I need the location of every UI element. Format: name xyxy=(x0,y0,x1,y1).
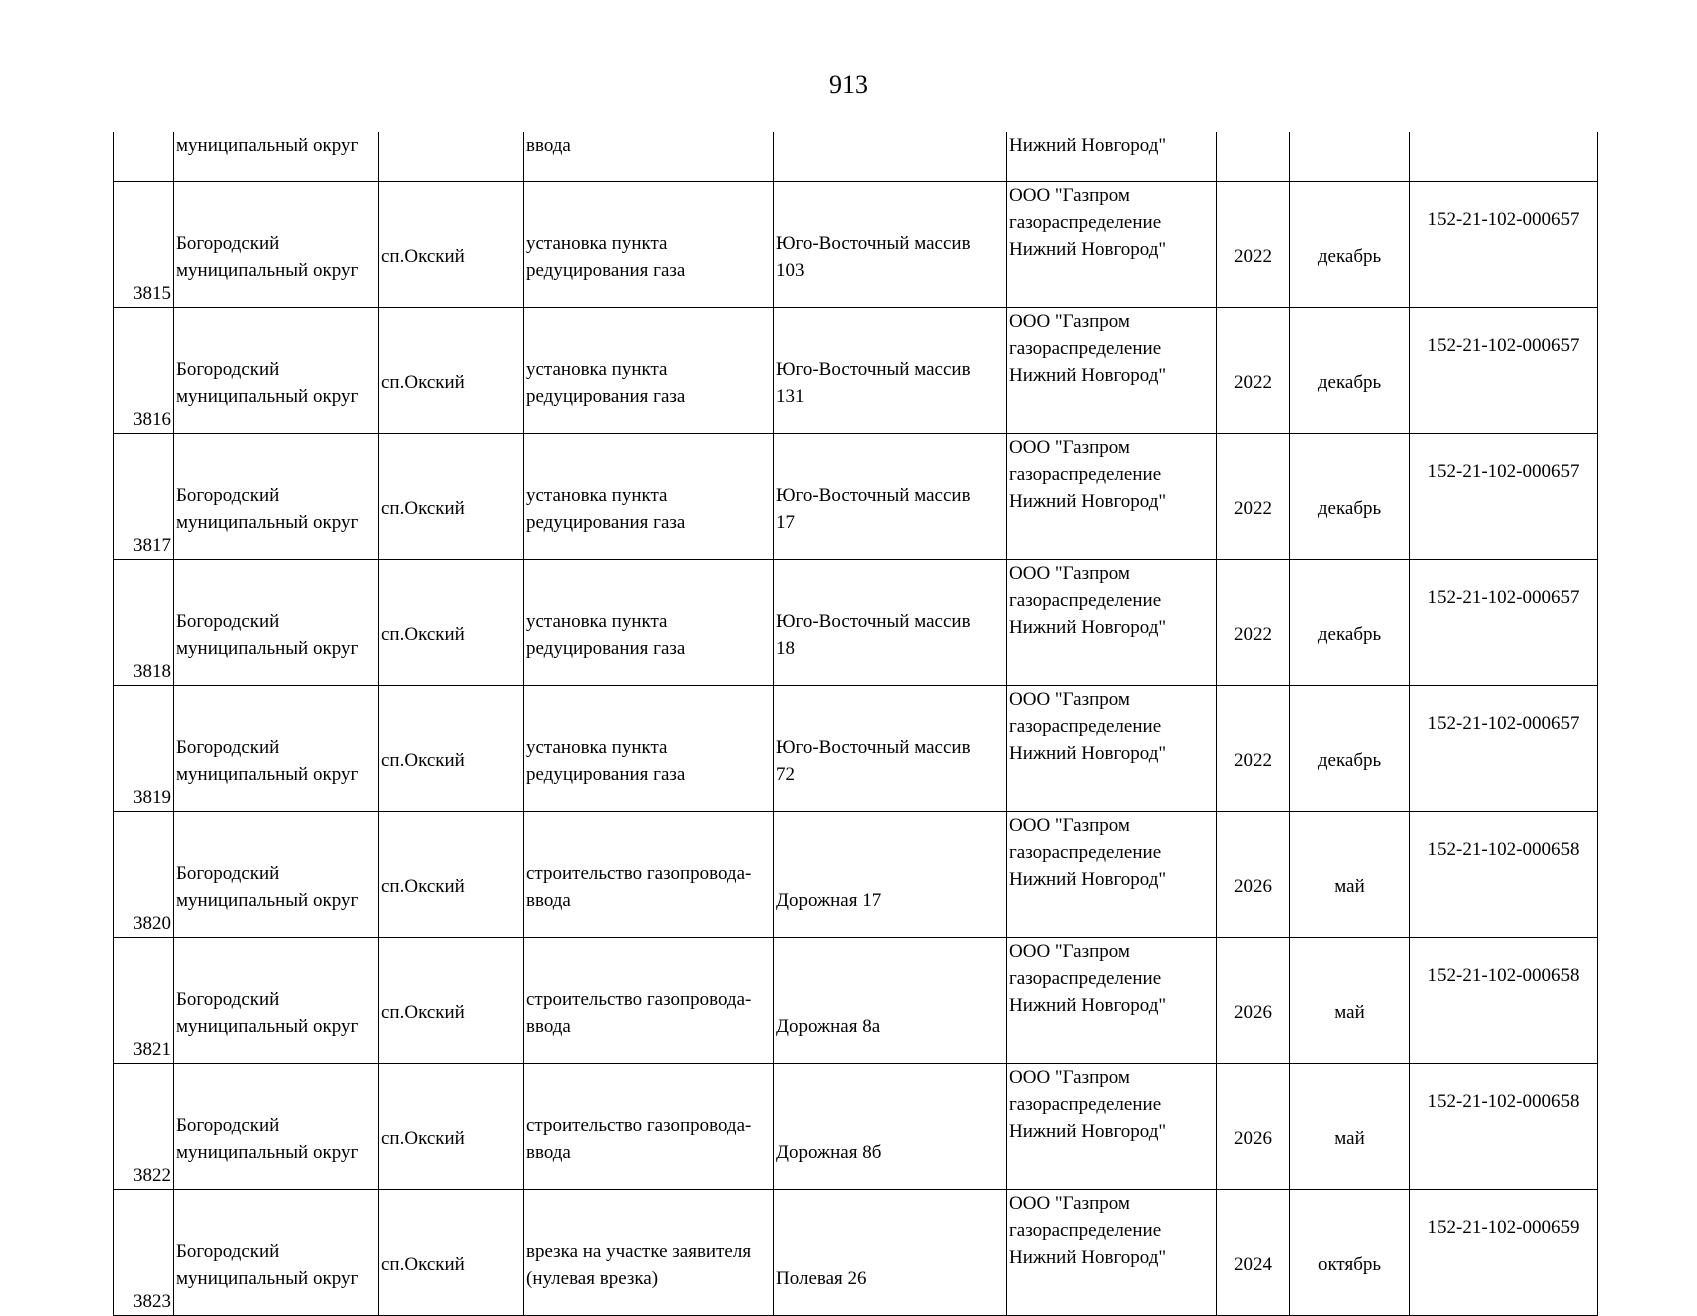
cell-organization xyxy=(1007,182,1217,308)
district-line: Богородский xyxy=(176,484,280,506)
cell-settlement: сп.Окский xyxy=(379,938,524,1064)
table-row xyxy=(114,686,1598,812)
address-line: Юго-Восточный массив xyxy=(776,358,971,380)
cell-address xyxy=(774,938,1007,1064)
cell-organization xyxy=(1007,686,1217,812)
address-line: Юго-Восточный массив xyxy=(776,484,971,506)
work-line: строительство газопровода- xyxy=(526,1114,752,1136)
work-line: установка пункта xyxy=(526,358,668,380)
cell-year: 2022 xyxy=(1217,686,1290,812)
cell-month: декабрь xyxy=(1290,182,1410,308)
district-line: муниципальный округ xyxy=(176,889,359,911)
cell-month: октябрь xyxy=(1290,1190,1410,1316)
organization-line: Нижний Новгород" xyxy=(1009,995,1167,1016)
cell-organization xyxy=(1007,812,1217,938)
cell-code: 152-21-102-000657 xyxy=(1410,686,1598,812)
work-line: строительство газопровода- xyxy=(526,988,752,1010)
cell-number: 3822 xyxy=(114,1064,174,1190)
cell-work-type xyxy=(524,132,774,182)
organization-line: ООО "Газпром xyxy=(1009,185,1130,206)
cell-work-type xyxy=(524,560,774,686)
organization-line: Нижний Новгород" xyxy=(1009,743,1167,764)
organization-line: газораспределение xyxy=(1009,212,1162,233)
cell-settlement: сп.Окский xyxy=(379,686,524,812)
organization-line: газораспределение xyxy=(1009,842,1162,863)
address-line: Юго-Восточный массив xyxy=(776,610,971,632)
district-line: Богородский xyxy=(176,610,280,632)
cell-year: 2022 xyxy=(1217,308,1290,434)
cell-year: 2022 xyxy=(1217,182,1290,308)
cell-year xyxy=(1217,132,1290,182)
organization-line: ООО "Газпром xyxy=(1009,1193,1130,1214)
work-line: редуцирования газа xyxy=(526,385,686,407)
cell-year: 2026 xyxy=(1217,1064,1290,1190)
address-line: 72 xyxy=(776,763,795,785)
cell-settlement xyxy=(379,132,524,182)
address-line: 17 xyxy=(776,511,795,533)
cell-work-type xyxy=(524,308,774,434)
cell-district xyxy=(174,308,379,434)
organization-line: газораспределение xyxy=(1009,716,1162,737)
cell-address xyxy=(774,560,1007,686)
cell-month xyxy=(1290,132,1410,182)
cell-work-type xyxy=(524,434,774,560)
district-line: муниципальный округ xyxy=(176,511,359,533)
cell-work-type xyxy=(524,812,774,938)
organization-line: газораспределение xyxy=(1009,464,1162,485)
organization-line: ООО "Газпром xyxy=(1009,1067,1130,1088)
cell-settlement: сп.Окский xyxy=(379,308,524,434)
cell-code: 152-21-102-000658 xyxy=(1410,812,1598,938)
organization-line: Нижний Новгород" xyxy=(1009,1121,1167,1142)
organization-line: ООО "Газпром xyxy=(1009,311,1130,332)
work-text: ввода xyxy=(526,135,571,156)
district-line: Богородский xyxy=(176,988,280,1010)
district-line: муниципальный округ xyxy=(176,1267,359,1289)
cell-month: май xyxy=(1290,812,1410,938)
cell-code: 152-21-102-000657 xyxy=(1410,434,1598,560)
address-line: 18 xyxy=(776,637,795,659)
cell-code: 152-21-102-000657 xyxy=(1410,182,1598,308)
work-line: установка пункта xyxy=(526,484,668,506)
cell-code: 152-21-102-000659 xyxy=(1410,1190,1598,1316)
cell-month: май xyxy=(1290,938,1410,1064)
work-line: ввода xyxy=(526,1015,571,1037)
cell-work-type xyxy=(524,1190,774,1316)
organization-line: Нижний Новгород" xyxy=(1009,617,1167,638)
organization-text: Нижний Новгород" xyxy=(1009,135,1167,156)
gas-works-table xyxy=(113,132,1598,1316)
table-row xyxy=(114,434,1598,560)
address-line: Дорожная 17 xyxy=(776,889,882,911)
cell-year: 2026 xyxy=(1217,938,1290,1064)
organization-line: ООО "Газпром xyxy=(1009,563,1130,584)
work-line: редуцирования газа xyxy=(526,763,686,785)
cell-district xyxy=(174,686,379,812)
district-line: муниципальный округ xyxy=(176,1015,359,1037)
cell-number: 3819 xyxy=(114,686,174,812)
district-line: Богородский xyxy=(176,232,280,254)
work-line: редуцирования газа xyxy=(526,511,686,533)
district-line: Богородский xyxy=(176,1240,280,1262)
cell-number xyxy=(114,132,174,182)
cell-year: 2026 xyxy=(1217,812,1290,938)
organization-line: газораспределение xyxy=(1009,1094,1162,1115)
cell-year: 2022 xyxy=(1217,560,1290,686)
cell-month: декабрь xyxy=(1290,560,1410,686)
address-line: Полевая 26 xyxy=(776,1267,867,1289)
cell-district xyxy=(174,560,379,686)
district-line: муниципальный округ xyxy=(176,763,359,785)
table-row xyxy=(114,560,1598,686)
organization-line: Нижний Новгород" xyxy=(1009,239,1167,260)
cell-address xyxy=(774,182,1007,308)
cell-district xyxy=(174,1190,379,1316)
district-line: Богородский xyxy=(176,862,280,884)
cell-district xyxy=(174,434,379,560)
cell-address xyxy=(774,434,1007,560)
cell-organization xyxy=(1007,132,1217,182)
table-row xyxy=(114,812,1598,938)
cell-settlement: сп.Окский xyxy=(379,182,524,308)
address-line: Юго-Восточный массив xyxy=(776,736,971,758)
work-line: (нулевая врезка) xyxy=(526,1267,659,1289)
organization-line: ООО "Газпром xyxy=(1009,941,1130,962)
cell-organization xyxy=(1007,560,1217,686)
cell-number: 3818 xyxy=(114,560,174,686)
organization-line: ООО "Газпром xyxy=(1009,689,1130,710)
cell-code: 152-21-102-000657 xyxy=(1410,308,1598,434)
cell-work-type xyxy=(524,686,774,812)
organization-line: Нижний Новгород" xyxy=(1009,491,1167,512)
cell-settlement: сп.Окский xyxy=(379,1190,524,1316)
cell-settlement: сп.Окский xyxy=(379,1064,524,1190)
work-line: строительство газопровода- xyxy=(526,862,752,884)
cell-address xyxy=(774,686,1007,812)
cell-year: 2022 xyxy=(1217,434,1290,560)
table-body xyxy=(114,132,1598,1316)
cell-organization xyxy=(1007,308,1217,434)
address-line xyxy=(776,860,1004,887)
cell-year: 2024 xyxy=(1217,1190,1290,1316)
cell-code: 152-21-102-000658 xyxy=(1410,1064,1598,1190)
cell-month: декабрь xyxy=(1290,434,1410,560)
work-line: редуцирования газа xyxy=(526,259,686,281)
table-row xyxy=(114,308,1598,434)
cell-settlement: сп.Окский xyxy=(379,434,524,560)
district-line: Богородский xyxy=(176,736,280,758)
cell-number: 3817 xyxy=(114,434,174,560)
work-line: ввода xyxy=(526,1141,571,1163)
cell-organization xyxy=(1007,1064,1217,1190)
district-line: муниципальный округ xyxy=(176,259,359,281)
work-line: редуцирования газа xyxy=(526,637,686,659)
district-line: муниципальный округ xyxy=(176,1141,359,1163)
address-line: Юго-Восточный массив xyxy=(776,232,971,254)
work-line: установка пункта xyxy=(526,610,668,632)
cell-address xyxy=(774,308,1007,434)
address-line: 131 xyxy=(776,385,805,407)
cell-address xyxy=(774,1190,1007,1316)
cell-organization xyxy=(1007,434,1217,560)
cell-district xyxy=(174,132,379,182)
cell-organization xyxy=(1007,938,1217,1064)
address-line: Дорожная 8б xyxy=(776,1141,882,1163)
work-line: врезка на участке заявителя xyxy=(526,1240,752,1262)
table-row xyxy=(114,938,1598,1064)
cell-organization xyxy=(1007,1190,1217,1316)
cell-settlement: сп.Окский xyxy=(379,812,524,938)
cell-number: 3821 xyxy=(114,938,174,1064)
work-line: установка пункта xyxy=(526,232,668,254)
cell-settlement: сп.Окский xyxy=(379,560,524,686)
cell-district xyxy=(174,938,379,1064)
organization-line: ООО "Газпром xyxy=(1009,815,1130,836)
cell-month: декабрь xyxy=(1290,686,1410,812)
district-line: Богородский xyxy=(176,358,280,380)
organization-line: газораспределение xyxy=(1009,590,1162,611)
address-line: Дорожная 8а xyxy=(776,1015,881,1037)
organization-line: Нижний Новгород" xyxy=(1009,365,1167,386)
continuation-row xyxy=(114,132,1598,182)
work-line: ввода xyxy=(526,889,571,911)
organization-line: Нижний Новгород" xyxy=(1009,869,1167,890)
cell-month: декабрь xyxy=(1290,308,1410,434)
work-line: установка пункта xyxy=(526,736,668,758)
cell-work-type xyxy=(524,1064,774,1190)
cell-work-type xyxy=(524,938,774,1064)
cell-number: 3823 xyxy=(114,1190,174,1316)
table-row xyxy=(114,1190,1598,1316)
organization-line: ООО "Газпром xyxy=(1009,437,1130,458)
district-text: муниципальный округ xyxy=(176,135,359,156)
cell-code xyxy=(1410,132,1598,182)
cell-code: 152-21-102-000658 xyxy=(1410,938,1598,1064)
cell-work-type xyxy=(524,182,774,308)
cell-number: 3816 xyxy=(114,308,174,434)
cell-number: 3820 xyxy=(114,812,174,938)
cell-code: 152-21-102-000657 xyxy=(1410,560,1598,686)
cell-month: май xyxy=(1290,1064,1410,1190)
table-row xyxy=(114,1064,1598,1190)
cell-district xyxy=(174,812,379,938)
cell-district xyxy=(174,182,379,308)
cell-address xyxy=(774,812,1007,938)
cell-district xyxy=(174,1064,379,1190)
district-line: муниципальный округ xyxy=(176,637,359,659)
organization-line: Нижний Новгород" xyxy=(1009,1247,1167,1268)
organization-line: газораспределение xyxy=(1009,968,1162,989)
organization-line: газораспределение xyxy=(1009,338,1162,359)
address-line xyxy=(776,1238,1004,1265)
organization-line: газораспределение xyxy=(1009,1220,1162,1241)
district-line: муниципальный округ xyxy=(176,385,359,407)
district-line: Богородский xyxy=(176,1114,280,1136)
cell-address xyxy=(774,132,1007,182)
cell-number: 3815 xyxy=(114,182,174,308)
address-line: 103 xyxy=(776,259,805,281)
table-row xyxy=(114,182,1598,308)
cell-address xyxy=(774,1064,1007,1190)
address-line xyxy=(776,1112,1004,1139)
address-line xyxy=(776,986,1004,1013)
page-number: 913 xyxy=(829,70,868,99)
